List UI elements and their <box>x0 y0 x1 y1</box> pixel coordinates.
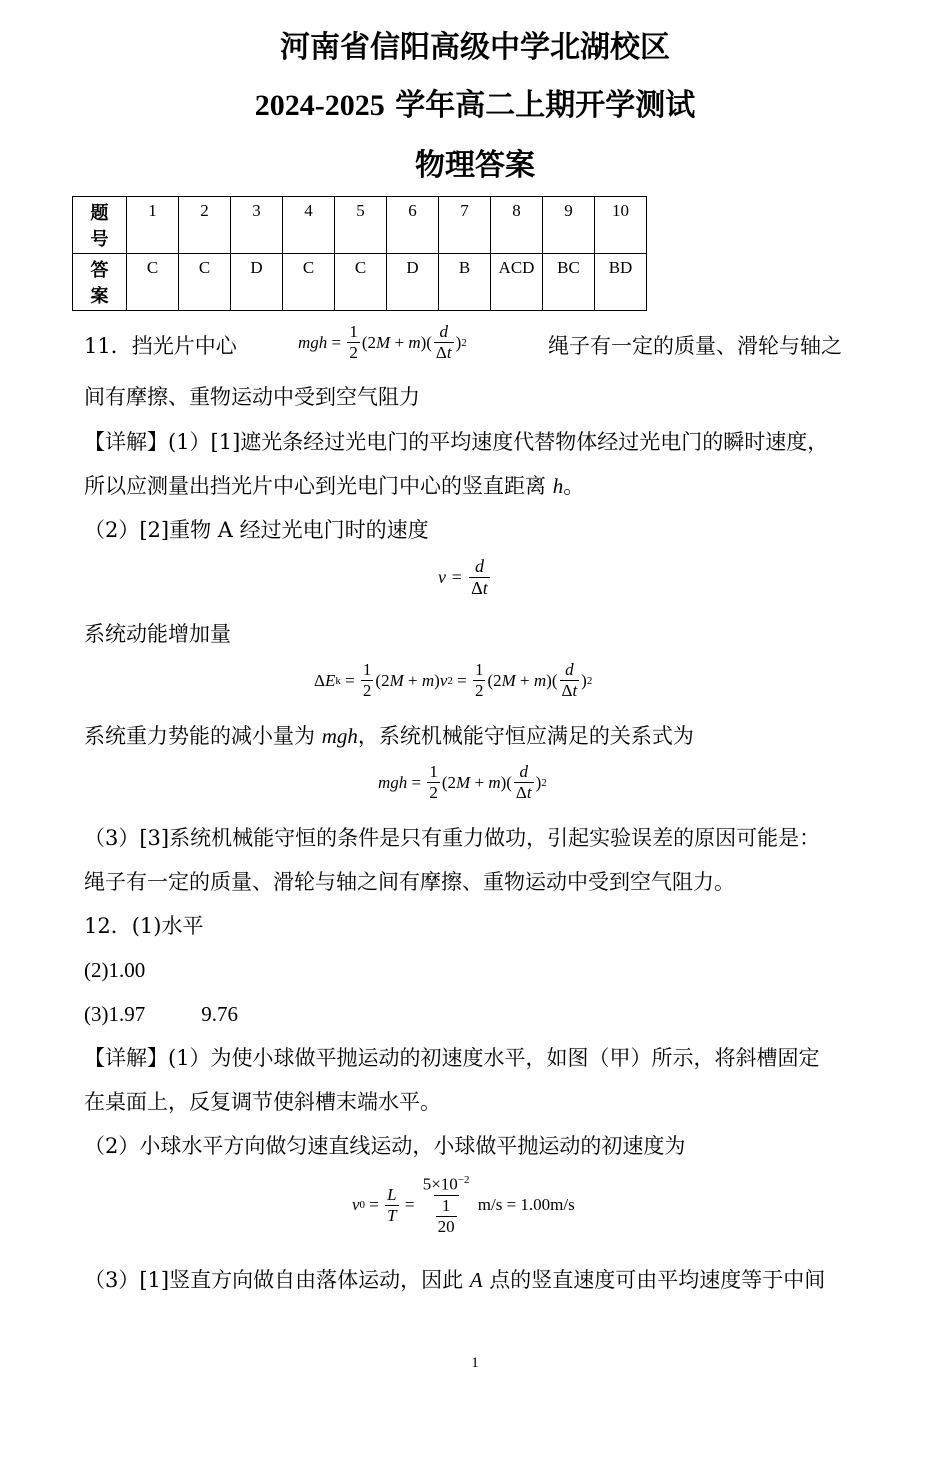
potential-energy-text <box>84 722 874 750</box>
title-exam <box>0 88 950 124</box>
q12-part1: 12．(1)水平 <box>84 914 204 938</box>
q12-detail-3-text: （3）[1]竖直方向做自由落体运动，因此 <box>84 1268 470 1292</box>
q11-detail-1b-end: 。 <box>563 474 585 498</box>
q12-detail-3 <box>84 1266 874 1294</box>
initial-velocity-formula: v 0 = $\frac{L}{T}$ = $\frac{5\times 10^{-2}}{\frac{1}{20}}$ m/s = 1.00m/s <box>352 1174 575 1236</box>
potential-text: 系统重力势能的减小量为 <box>84 724 322 748</box>
question-number-cell: 4 <box>283 197 335 254</box>
question-number-cell: 10 <box>595 197 647 254</box>
question-number-cell: 9 <box>543 197 595 254</box>
answer-table-answer-row <box>73 254 647 311</box>
title-year: 2024-2025 <box>254 89 385 122</box>
velocity-lhs: v = <box>438 567 463 587</box>
q11-detail-1a: 【详解】(1）[1]遮光条经过光电门的平均速度代替物体经过光电门的瞬时速度， <box>84 430 829 454</box>
question-number-cell: 5 <box>335 197 387 254</box>
question-header-char: 号 <box>90 229 109 250</box>
q12-detail-1b: 在桌面上，反复调节使斜槽末端水平。 <box>84 1090 441 1114</box>
kinetic-energy-label: 系统动能增加量 <box>84 622 231 646</box>
page-number: 1 <box>471 1355 479 1371</box>
title-subject: 物理答案 <box>415 148 535 183</box>
answer-cell: BD <box>595 254 647 311</box>
question-number-cell: 2 <box>179 197 231 254</box>
answer-header-char: 案 <box>90 286 109 307</box>
energy-conservation-formula: mgh = $\frac{1}{2}$ (2 M + m )( $\frac{d}{\Delta t}$ ) 2 <box>378 762 547 802</box>
kinetic-energy-formula: Δ E k = $\frac{1}{2}$ (2 M + m ) v 2 = $\frac{1}{2}$ (2 M + m )( $\frac{d}{\Delta t}$ ) 2 <box>314 660 593 700</box>
q12-detail-1a: 【详解】(1）为使小球做平抛运动的初速度水平，如图（甲）所示，将斜槽固定 <box>84 1046 820 1070</box>
q12-part2: (2)1.00 <box>84 958 146 982</box>
answer-cell: B <box>439 254 491 311</box>
q12-part3 <box>84 1000 874 1028</box>
q12-part3-b: 9.76 <box>201 1002 238 1026</box>
answer-cell: D <box>387 254 439 311</box>
potential-text-end: ，系统机械能守恒应满足的关系式为 <box>357 724 694 748</box>
q12-detail-3-end: 点的竖直速度可由平均速度等于中间 <box>482 1268 826 1292</box>
question-number-cell: 7 <box>439 197 491 254</box>
question-number-cell: 1 <box>127 197 179 254</box>
var-mgh: mgh <box>321 724 358 748</box>
answer-cell: ACD <box>491 254 543 311</box>
q11-detail-3a: （3）[3]系统机械能守恒的条件是只有重力做功，引起实验误差的原因可能是： <box>84 826 821 850</box>
title-exam-name: 学年高二上期开学测试 <box>395 88 696 123</box>
q12-detail-2: （2）小球水平方向做匀速直线运动，小球做平抛运动的初速度为 <box>84 1134 686 1158</box>
velocity-formula: v = $\frac{d}{\Delta t}$ <box>438 556 488 598</box>
q11-detail-1b-text: 所以应测量出挡光片中心到光电门中心的竖直距离 <box>84 474 553 498</box>
answer-header-cell <box>73 254 127 311</box>
answer-header-char: 答 <box>90 260 109 281</box>
q11-detail-3b: 绳子有一定的质量、滑轮与轴之间有摩擦、重物运动中受到空气阻力。 <box>84 870 735 894</box>
answer-cell: C <box>335 254 387 311</box>
answer-cell: D <box>231 254 283 311</box>
var-a: A <box>469 1268 483 1292</box>
question-number-cell: 8 <box>491 197 543 254</box>
question-number-cell: 3 <box>231 197 283 254</box>
question-number-cell: 6 <box>387 197 439 254</box>
answer-cell: C <box>179 254 231 311</box>
answer-table <box>72 196 647 311</box>
formula-lhs: mgh <box>298 332 328 352</box>
question-header-char: 题 <box>90 203 109 224</box>
title-school: 河南省信阳高级中学北湖校区 <box>280 30 670 65</box>
q11-detail-1b <box>84 472 874 500</box>
q12-part3-a: (3)1.97 <box>84 1002 146 1026</box>
q11-inline-formula: mgh = $\frac{1}{2}$ (2 M + m )( $\frac{d}{\Delta t}$ ) 2 <box>298 322 467 362</box>
question-header-cell <box>73 197 127 254</box>
q11-error-reason: 绳子有一定的质量、滑轮与轴之 <box>548 334 842 358</box>
answer-cell: C <box>283 254 335 311</box>
initial-velocity-result: m/s = 1.00m/s <box>477 1195 575 1215</box>
answer-cell: BC <box>543 254 595 311</box>
var-h: h <box>552 474 564 498</box>
answer-table-question-row <box>73 197 647 254</box>
q11-label: 11．挡光片中心 <box>84 334 237 358</box>
q11-error-reason-cont: 间有摩擦、重物运动中受到空气阻力 <box>84 385 420 409</box>
q11-detail-2: （2）[2]重物 A 经过光电门时的速度 <box>84 518 429 542</box>
answer-cell: C <box>127 254 179 311</box>
